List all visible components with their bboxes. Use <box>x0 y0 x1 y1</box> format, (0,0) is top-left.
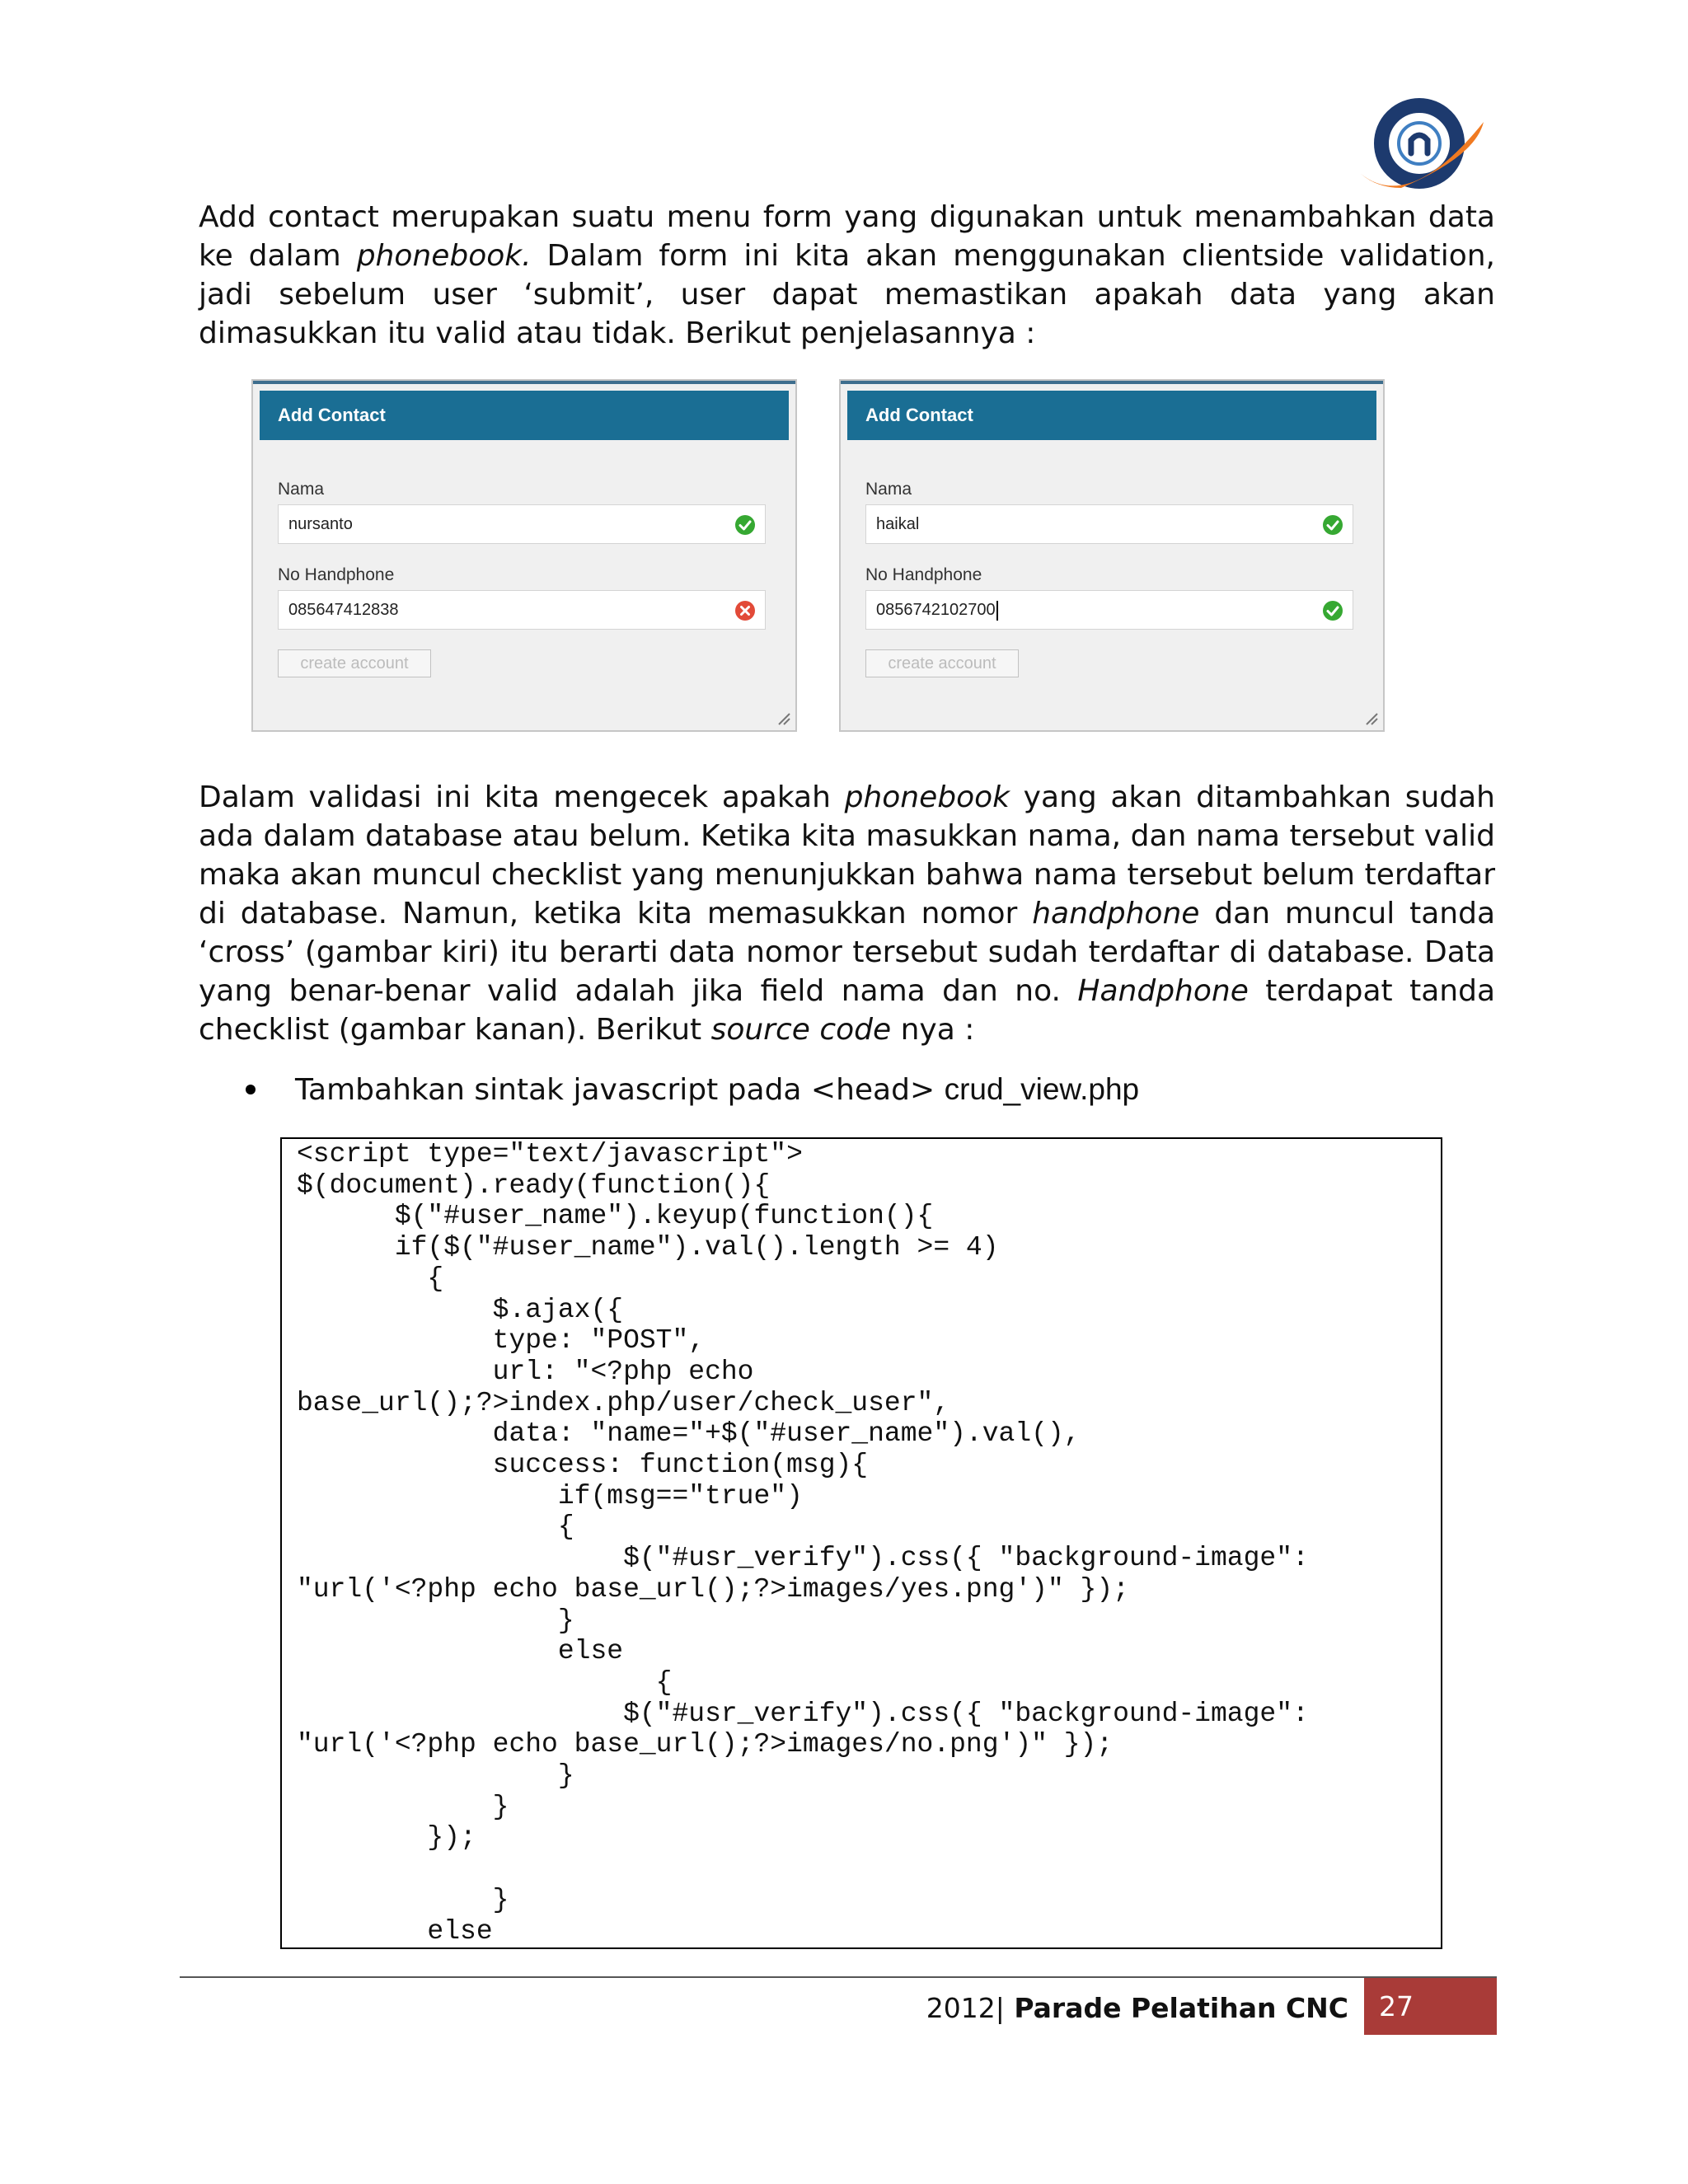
name-label: Nama <box>865 480 912 499</box>
name-label: Nama <box>278 480 325 499</box>
check-icon <box>1323 515 1343 535</box>
page-number: 27 <box>1364 1978 1497 2035</box>
file-name: crud_view.php <box>944 1072 1140 1106</box>
intro-paragraph: Add contact merupakan suatu menu form yang digunakan untuk menambahkan data ke dalam phonebook. Dalam form ini kita akan menggunakan clientside validation, jadi sebelum user ‘submit’, user dapat memastikan apakah data yang akan dimasukkan itu valid atau tidak. Berikut penjelasannya : <box>199 200 1495 350</box>
create-account-button[interactable]: create account <box>278 649 431 677</box>
create-account-button[interactable]: create account <box>865 649 1019 677</box>
check-icon <box>1323 601 1343 621</box>
name-input[interactable]: nursanto <box>278 504 766 544</box>
resize-grip-icon[interactable] <box>776 710 790 725</box>
footer-label: 2012| Parade Pelatihan CNC <box>926 1992 1348 2024</box>
add-contact-screenshot-left <box>251 379 797 732</box>
validation-paragraph: Dalam validasi ini kita mengecek apakah phonebook yang akan ditambahkan sudah ada dalam database atau belum. Ketika kita masukkan nama, dan nama tersebut valid maka akan muncul checklist yang menunjukkan bahwa nama tersebut belum terdaftar di database. Namun, ketika kita memasukkan nomor handphone dan muncul tanda ‘cross’ (gambar kiri) itu berarti data nomor tersebut sudah terdaftar di database. Data yang benar-benar valid adalah jika field nama dan no. Handphone terdapat tanda checklist (gambar kanan). Berikut source code nya : <box>199 780 1496 1047</box>
cnc-logo <box>1352 91 1500 206</box>
footer-rule <box>180 1976 1497 1978</box>
resize-grip-icon[interactable] <box>1363 710 1378 725</box>
bullet-item: Tambahkan sintak javascript pada <head> crud_view.php <box>295 1072 1140 1107</box>
code-block <box>280 1137 1442 1949</box>
add-contact-screenshot-right <box>839 379 1385 732</box>
name-input[interactable]: haikal <box>865 504 1353 544</box>
form-header: Add Contact <box>847 391 1376 440</box>
cross-icon <box>735 601 755 621</box>
form-header: Add Contact <box>260 391 789 440</box>
code-listing: <script type="text/javascript"> $(document).ready(function(){ $("#user_name").keyup(function(){ if($("#user_name").val().length >= 4) { $.ajax({ type: "POST", url: "<?php echo base_url();?>index.php/user/check_user", data: "name="+$("#user_name").val(), success: function(msg){ if(msg=="true") { $("#usr_verify").css({ "background-image": "url('<?php echo base_url();?>images/yes.png')" }); } else { $("#usr_verify").css({ "background-image": "url('<?php echo base_url();?>images/no.png')" }); } } }); } else <box>297 1139 1309 1947</box>
text-caret <box>996 601 998 621</box>
phone-label: No Handphone <box>865 565 982 584</box>
bullet-icon <box>246 1085 256 1094</box>
phone-input[interactable]: 0856742102700 <box>865 590 1353 630</box>
phone-label: No Handphone <box>278 565 395 584</box>
phone-input[interactable]: 085647412838 <box>278 590 766 630</box>
check-icon <box>735 515 755 535</box>
